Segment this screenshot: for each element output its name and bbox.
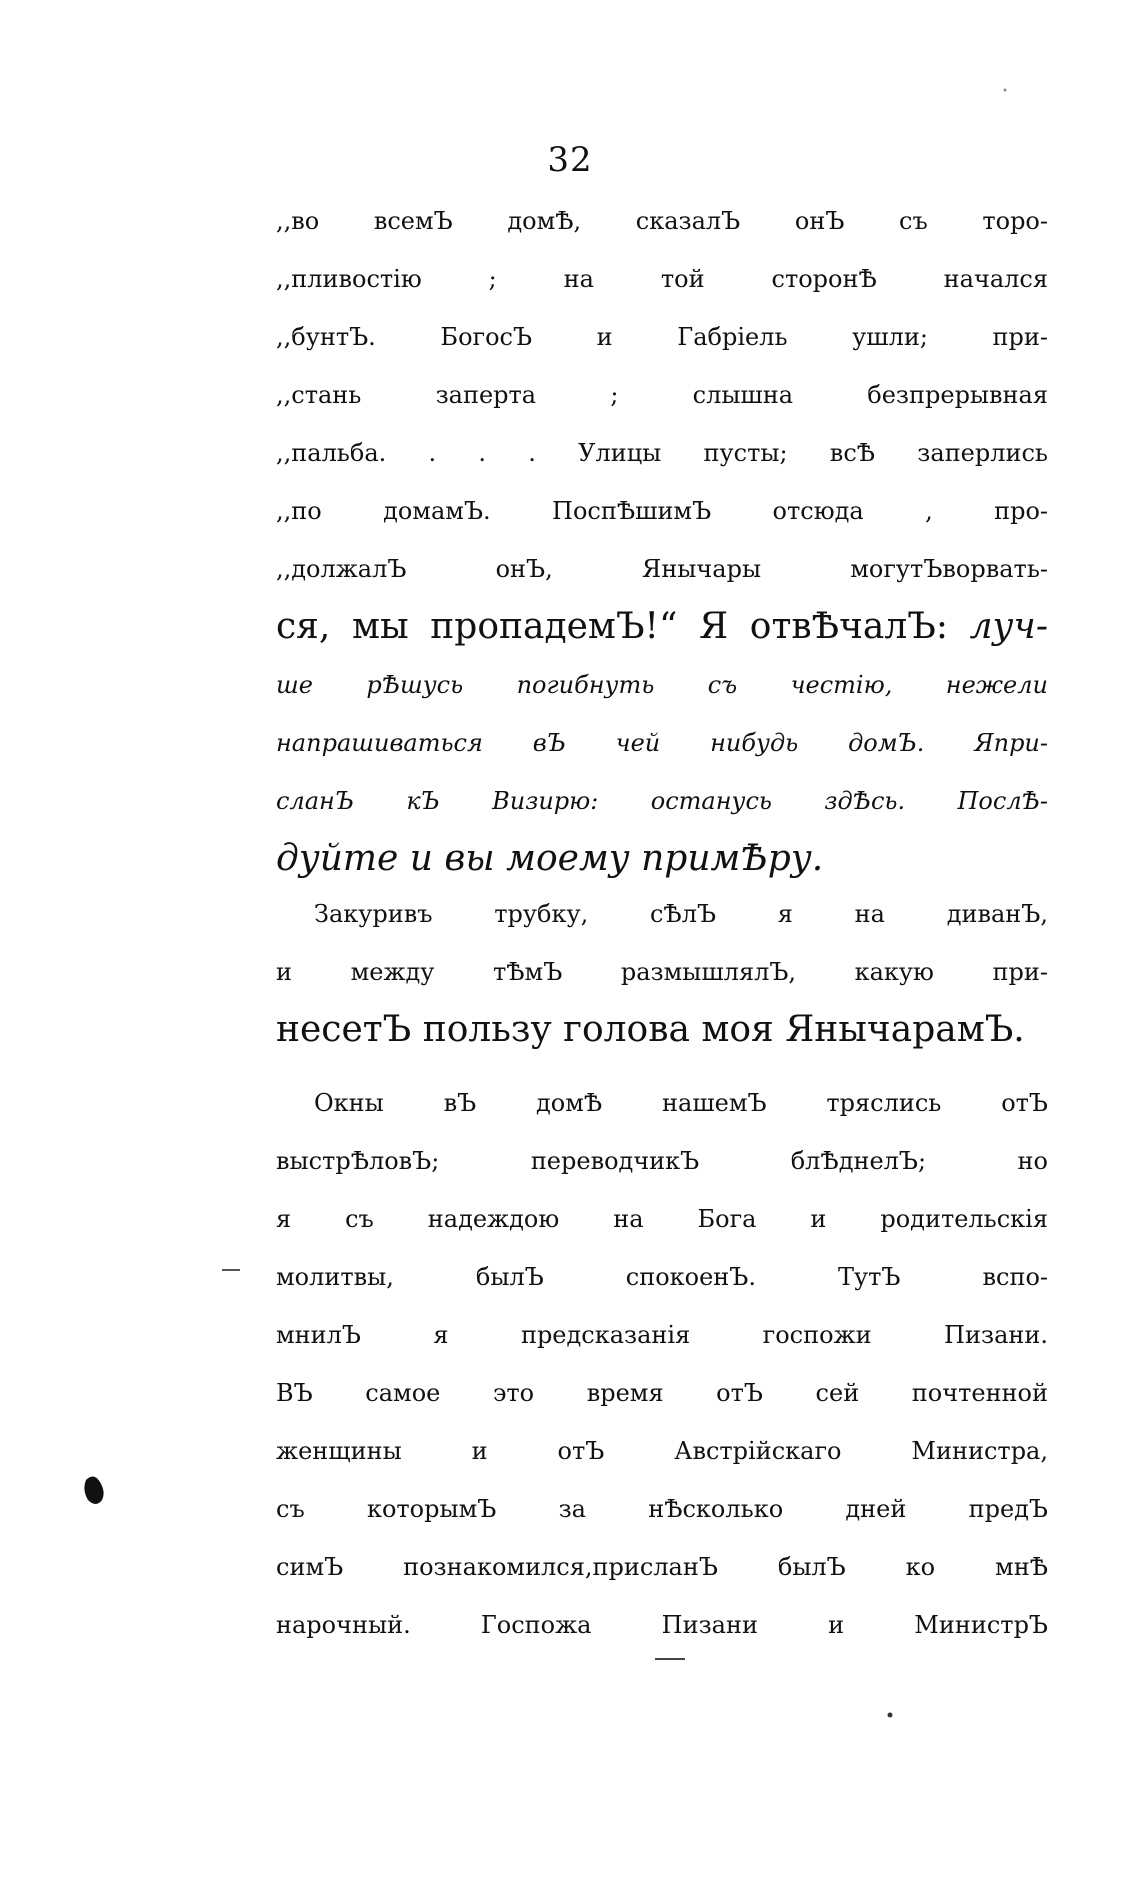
text-line: [276, 1190, 1048, 1248]
text-line-content: выстрѢловЪ; переводчикЪ блѢднелЪ; но: [276, 1147, 1048, 1175]
text-line-content: я съ надеждою на Бога и родительскія: [276, 1205, 1048, 1233]
text-line: [276, 1480, 1048, 1538]
text-line: [276, 424, 1048, 482]
text-line: [276, 885, 1048, 943]
text-line: [276, 1538, 1048, 1596]
page-number: 32: [547, 140, 593, 180]
text-line: [276, 714, 1048, 772]
text-line-italic-tail: луч-: [969, 606, 1048, 647]
text-line-content: напрашиваться вЪ чей нибудь домЪ. Япри-: [276, 729, 1048, 757]
text-line: [276, 830, 1048, 888]
text-line-content: мнилЪ я предсказанія госпожи Пизани.: [276, 1321, 1048, 1349]
text-line-content: несетЪ пользу голова моя ЯнычарамЪ.: [276, 1009, 1025, 1050]
text-line: [276, 1248, 1048, 1306]
paragraph-1: [276, 192, 1048, 888]
text-line-content: и между тѢмЪ размышлялЪ, какую при-: [276, 958, 1048, 986]
text-line: [276, 482, 1048, 540]
text-line: [276, 1364, 1048, 1422]
text-line: [276, 1306, 1048, 1364]
text-line: [276, 540, 1048, 598]
text-line-content: ВЪ самое это время отЪ сей почтенной: [276, 1379, 1048, 1407]
text-line: [276, 656, 1048, 714]
paragraph-3: [276, 1074, 1048, 1654]
text-line-content: ,,бунтЪ. БогосЪ и Габріель ушли; при-: [276, 323, 1048, 351]
text-line: [276, 366, 1048, 424]
text-line-content: симЪ познакомился,присланЪ былЪ ко мнѢ: [276, 1553, 1048, 1581]
text-line: [276, 250, 1048, 308]
text-line: [276, 598, 1048, 656]
text-line: [276, 1132, 1048, 1190]
text-line-content: дуйте и вы моему примѢру.: [276, 838, 824, 879]
text-line-content: женщины и отЪ Австрійскаго Министра,: [276, 1437, 1048, 1465]
text-line: [276, 1596, 1048, 1654]
text-line: [276, 1422, 1048, 1480]
text-line: [276, 772, 1048, 830]
ink-blot: [84, 1476, 103, 1504]
speck: [888, 1713, 893, 1718]
text-line-content: ,,пальба. . . . Улицы пусты; всѢ заперлись: [276, 439, 1048, 467]
text-line-content: нарочный. Госпожа Пизани и МинистрЪ: [276, 1611, 1048, 1639]
text-line-content: ше рѢшусь погибнуть съ честію, нежели: [276, 671, 1048, 699]
text-line-content: ся, мы пропадемЪ!“ Я отвѢчалЪ:: [276, 606, 948, 647]
text-line-content: молитвы, былЪ спокоенЪ. ТутЪ вспо-: [276, 1263, 1048, 1291]
paragraph-2: [276, 885, 1048, 1059]
text-line-content: Закуривъ трубку, сѢлЪ я на диванЪ,: [314, 900, 1048, 928]
text-line-content: ,,пливостію ; на той сторонѢ начался: [276, 265, 1048, 293]
speck: [1004, 89, 1007, 92]
text-line-content: ,,должалЪ онЪ, Янычары могутЪворвать-: [276, 555, 1048, 583]
text-line-content: съ которымЪ за нѢсколько дней предЪ: [276, 1495, 1048, 1523]
text-line-content: ,,во всемЪ домѢ, сказалЪ онЪ съ торо-: [276, 207, 1048, 235]
text-line-content: сланЪ кЪ Визирю: останусь здѢсь. ПослѢ-: [276, 787, 1048, 815]
text-line: [276, 192, 1048, 250]
text-line: [276, 1074, 1048, 1132]
text-line-content: ,,стань заперта ; слышна безпрерывная: [276, 381, 1048, 409]
text-line: [276, 1001, 1048, 1059]
text-line: [276, 308, 1048, 366]
text-line-content: ,,по домамЪ. ПоспѢшимЪ отсюда , про-: [276, 497, 1048, 525]
text-line: [276, 943, 1048, 1001]
text-line-content: Окны вЪ домѢ нашемЪ тряслись отЪ: [314, 1089, 1048, 1117]
